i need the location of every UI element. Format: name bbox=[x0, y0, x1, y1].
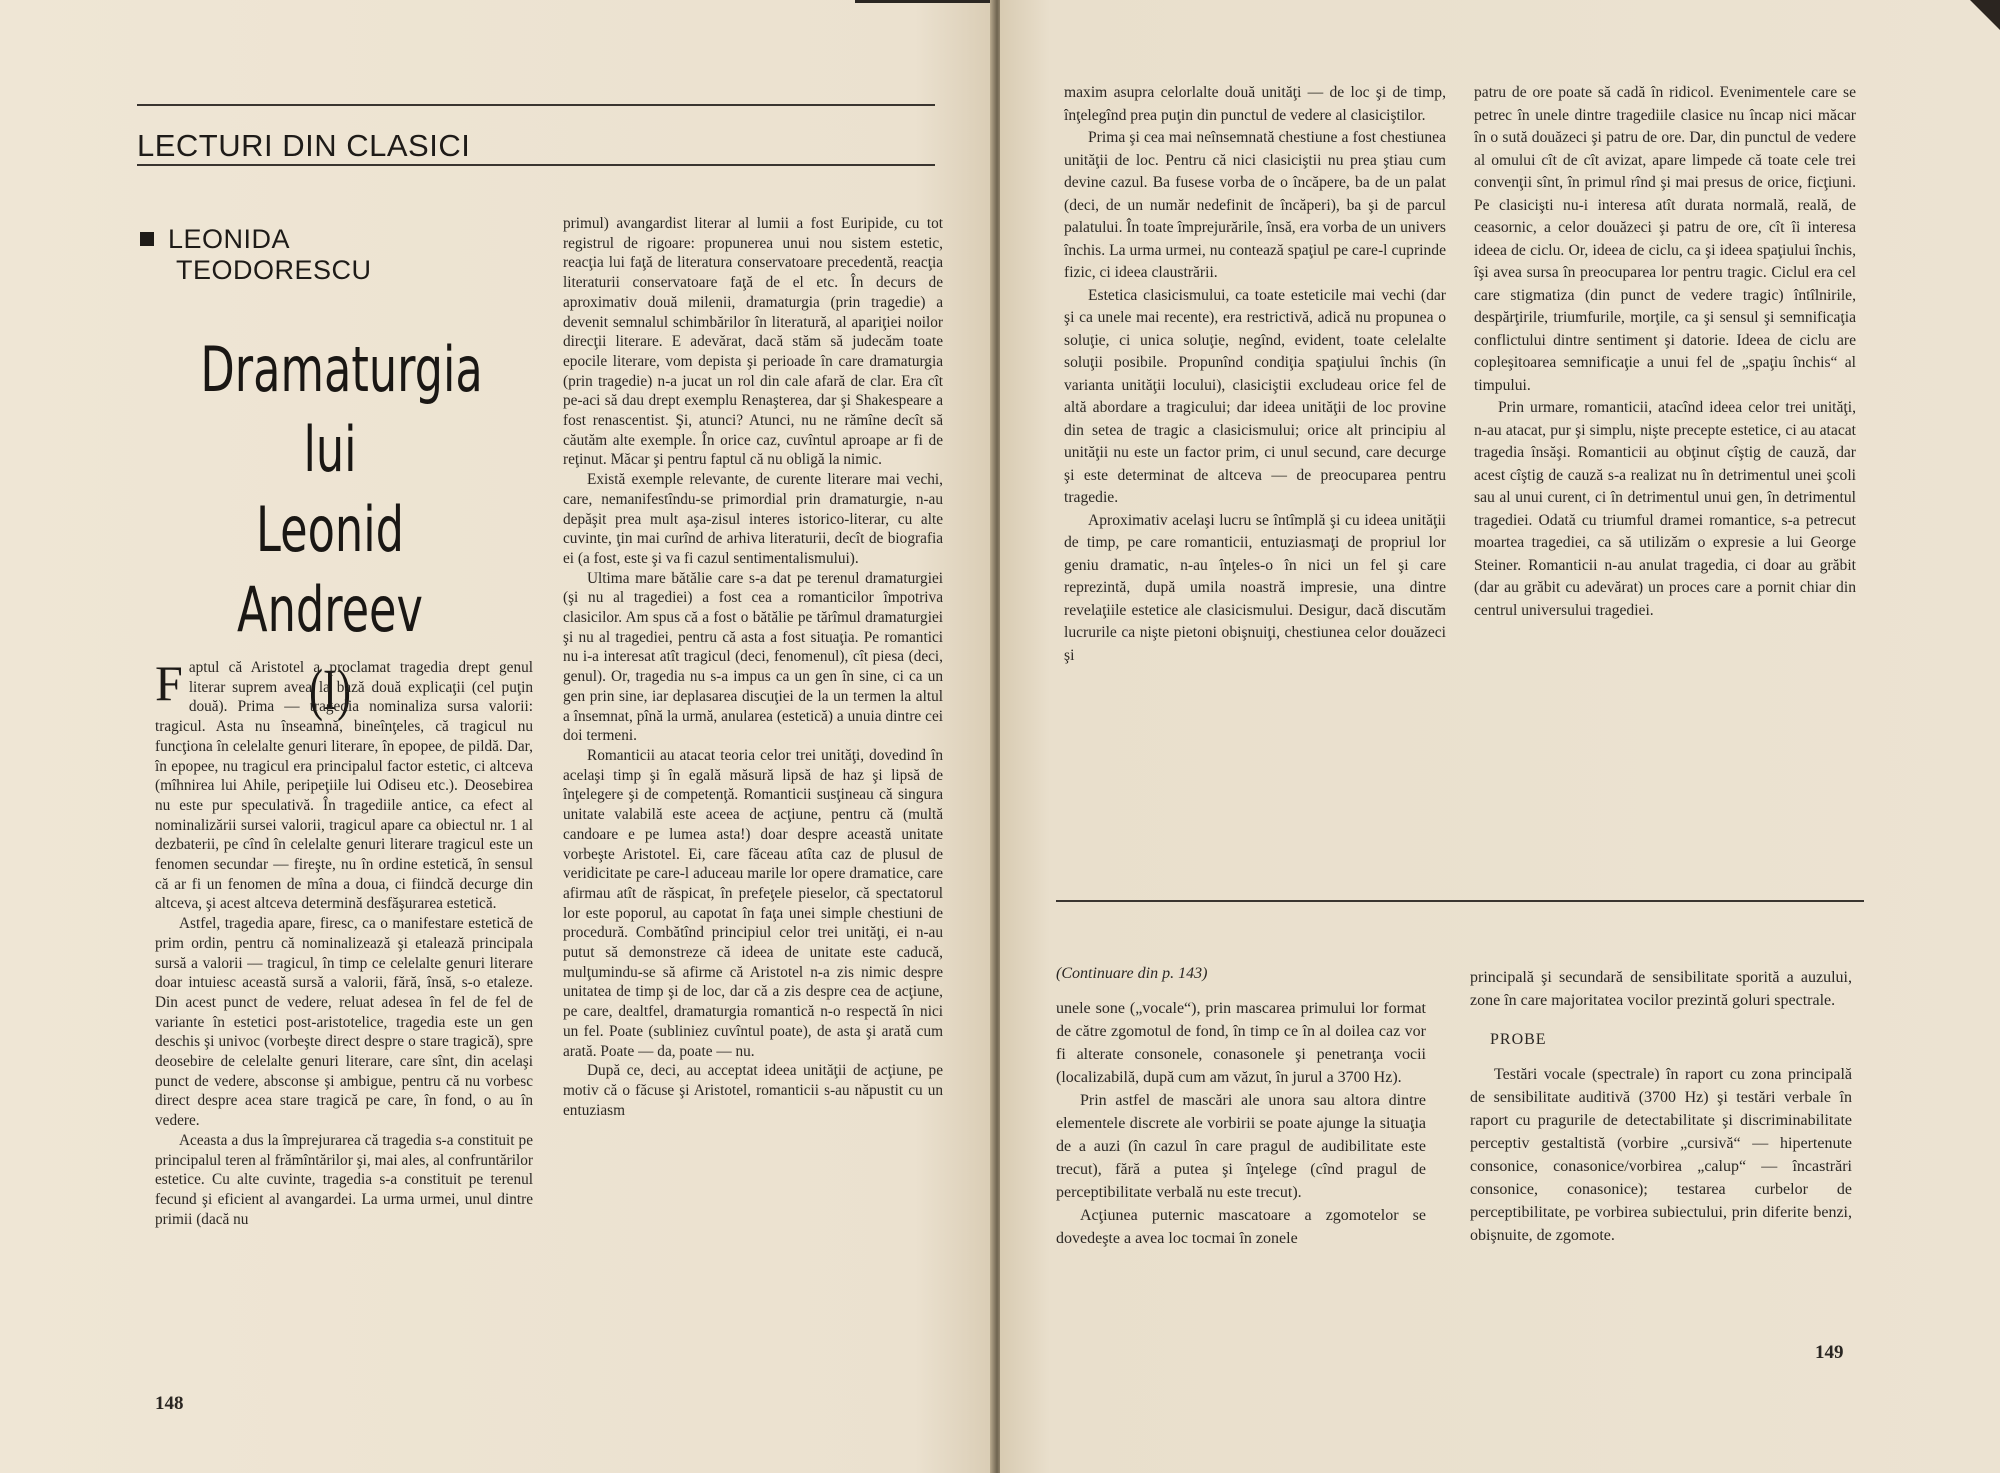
paragraph: După ce, deci, au acceptat ideea unităţii de acţiune, pe motiv că o făcuse şi Aristotel, romanticii s-au năpustit cu un entuziasm bbox=[563, 1062, 943, 1119]
paragraph: Aproximativ acelaşi lucru se întîmplă şi cu ideea unităţii de timp, pe care romanticii, entuziasmaţi de propriul lor geniu dramatic, n-au înţeles-o în nici un fel şi care reprezintă, după umila noastră impresie, una dintre revelaţiile estetice ale clasicismului. Desigur, dacă discutăm lucrurile ca nişte pietoni obişnuiţi, chestiunea celor douăzeci şi bbox=[1064, 511, 1446, 664]
paragraph: Astfel, tragedia apare, firesc, ca o manifestare estetică de prim ordin, pentru că nominalizează şi etalează principala sursă a valorii — tragicul, în timp ce celelalte genuri literare doar intuiesc această sursă a valorii, fără, însă, s-o etaleze. Din acest punct de vedere, reluat adesea în fel de fel de variante în estetici post-aristotelice, tragedia este un gen deschis şi univoc (vorbeşte direct despre o stare tragică), spre deosebire de celelalte genuri literare, care sînt, din acelaşi punct de vedere, absconse şi ambigue, pentru că nu vorbesc direct despre acea stare tragică pe care, în fond, o au în vedere. bbox=[155, 915, 533, 1130]
paragraph: primul) avangardist literar al lumii a fost Euripide, cu tot registrul de rigoare: propunerea unui nou sistem estetic, reacţia lui faţă de literatura conservatoare precedentă, reacţia literaturii conservatoare faţă de el etc. În decurs de aproximativ două milenii, dramaturgia (prin tragedie) a devenit semnalul schimbărilor în literatură, al apariţiei noilor direcţii literare. E adevărat, dacă stăm să judecăm toate epocile literare, vom depista şi perioade în care dramaturgia (prin tragedie) n-a jucat un rol din cale afară de clar. Era cît pe-aci să dau drept exemplu Renaşterea, dar şi Shakespeare a fost renascentist. Şi, atunci? Atunci, nu ne rămîne decît să căutăm alte exemple. În orice caz, cuvîntul aproape ar fi de reţinut. Măcar şi pentru faptul că nu obligă la nimic. bbox=[563, 215, 943, 469]
right-page bbox=[1000, 0, 2000, 1473]
paragraph: Estetica clasicismului, ca toate esteticile mai vechi (dar şi ca unele mai recente), era restrictivă, adică nu propunea o soluţie, ci unica soluţie, negînd, evident, toate celelalte soluţii posibile. Propunînd condiţia spaţiului închis (în varianta unităţii locului), clasiciştii excludeau orice fel de altă abordare a tragicului; dar ideea unităţii de loc provine din setea de tragic a clasicismului; orice alt principiu al unităţii nu este un factor prim, ci unul secund, care decurge şi este determinat de altceva — de preocuparea pentru tragedie. bbox=[1064, 286, 1446, 506]
drop-cap: F bbox=[155, 658, 183, 711]
left-page bbox=[0, 0, 995, 1473]
left-column-2 bbox=[563, 214, 943, 1354]
paragraph: patru de ore poate să cadă în ridicol. Evenimentele care se petrec în unele dintre tragediile clasice nu încap nici măcar în o sută douăzeci şi patru de ore. Dar, din punctul de vedere al omului cît de cît avizat, apare limpede că toate cele trei convenţii sînt, în primul rînd şi mai presus de orice, ficţiuni. Pe clasicişti nu-i interesa atît durata normală, reală, de ceasornic, a celor douăzeci şi patru de ore, cît îi interesa ideea de ciclu. Or, ideea de ciclu, ca şi ideea spaţiului închis, îşi avea sursa în preocuparea lor pentru tragic. Ciclul era cel care stigmatiza (din punct de vedere tragic) întîlnirile, despărţirile, triumfurile, morţile, ca şi sensul şi semnificaţia conflictului dintre sentiment şi datorie. Ideea de ciclu are copleşitoarea semnificaţie a unui fel de „spaţiu închis“ al timpului. bbox=[1474, 84, 1856, 394]
paragraph: Faptul că Aristotel a proclamat tragedia drept genul literar suprem avea la bază două explicaţii (cel puţin două). Prima — tragedia nominaliza sursa valorii: tragicul. Asta nu înseamnă, bineînţeles, că tragicul nu funcţiona în celelalte genuri literare, în epopee, de pildă. Dar, în epopee, nu tragicul era principalul factor estetic, ci altceva (mîhnirea lui Ahile, peripeţiile lui Odiseu etc.). Deosebirea nu este pur speculativă. În tragediile antice, ca efect al nominalizării sursei valorii, tragicul apare ca obiectul nr. 1 al dezbaterii, pe cînd în celelalte genuri literare tragicul este un fenomen secundar — fireşte, nu în ordine estetică, în sensul că ar fi un fenomen de mîna a doua, ci fiindcă decurge din altceva, şi acest altceva determină desfăşurarea estetică. bbox=[155, 658, 533, 913]
header-rule-bottom bbox=[137, 164, 935, 166]
page-number: 148 bbox=[155, 1393, 184, 1414]
paragraph: principală şi secundară de sensibilitate sporită a auzului, zone în care majoritatea vocilor prezintă goluri spectrale. bbox=[1470, 969, 1852, 1009]
paragraph: Testări vocale (spectrale) în raport cu zona principală de sensibilitate auditivă (3700 Hz) şi testări verbale în raport cu pragurile de detectabilitate şi discriminabilitate perceptiv gestaltistă (vorbire „cursivă“ — hipertenute consonice, conasonice/vorbirea „calup“ — încastrări consonice, conasonice); testarea curbelor de perceptibilitate, pe vorbirea subiectului, prin diferite benzi, obişnuite, de zgomote. bbox=[1470, 1066, 1852, 1244]
author-name: LEONIDA TEODORESCU bbox=[140, 224, 372, 286]
header-rule-top bbox=[137, 104, 935, 106]
right-column-1 bbox=[1064, 82, 1446, 820]
paragraph: Prin urmare, romanticii, atacînd ideea celor trei unităţi, n-au atacat, pur şi simplu, nişte precepte estetice, ci au atacat tragedia însăşi. Romanticii au obţinut cîştig de cauză, dar acest cîştig de cauză s-a realizat nu în detrimentul unei şcoli sau al unui curent, ci în detrimentul unui gen, în detrimentul tragediei. Odată cu triumful dramei romantice, s-a petrecut moartea tragediei, ca să utilizăm o expresie a lui George Steiner. Romanticii n-au anulat tragedia, ci doar au grăbit (dar au grăbit cu adevărat) un proces care a pornit chiar din centrul universului tragediei. bbox=[1474, 399, 1856, 619]
page-corner bbox=[1970, 0, 2000, 30]
square-bullet-icon bbox=[140, 232, 154, 246]
paragraph: Ultima mare bătălie care s-a dat pe terenul dramaturgiei (şi nu al tragediei) a fost cea a romanticilor împotriva clasicilor. Am spus că a fost o bătălie pe tărîmul dramaturgiei şi nu al tragediei, pentru că asta a fost situaţia. Pe romantici nu i-a interesat atît tragicul (deci, fenomenul), cît piesa (deci, genul). Or, tragedia nu s-a impus ca un gen în sine, ci ca un gen prin sine, iar deplasarea discuţiei de la un termen la altul a însemnat, pînă la urmă, anularea (estetică) a unuia dintre cei doi termeni. bbox=[563, 569, 943, 745]
continuation-note: (Continuare din p. 143) bbox=[1056, 965, 1208, 982]
continuation-column-2 bbox=[1470, 966, 1852, 1332]
paragraph: Prin astfel de mascări ale unora sau altora dintre elementele discrete ale vorbirii se poate ajunge la situaţia de a auzi (în cazul în care pragul de audibilitate este trecut), fără a putea şi înţelege (cînd pragul de perceptibilitate verbală nu este trecut). bbox=[1056, 1092, 1426, 1201]
continuation-column-1 bbox=[1056, 962, 1426, 1332]
article-title: Dramaturgia lui Leonid Andreev (I) bbox=[200, 333, 483, 722]
page-edge bbox=[855, 0, 995, 3]
subheading: PROBE bbox=[1490, 1031, 1547, 1048]
section-title: LECTURI DIN CLASICI bbox=[137, 128, 471, 163]
paragraph: Romanticii au atacat teoria celor trei unităţi, dovedind în acelaşi timp şi în egală măsură lipsă de haz şi lipsă de înţelegere şi de competenţă. Romanticii susţineau că singura unitate valabilă este aceea de acţiune, pentru că (multă candoare e pe lumea asta!) doar despre această unitate vorbeşte Aristotel. Ei, care făceau atîta caz de plusul de veridicitate pe care-l aduceau marile lor opere dramatice, care afirmau atît de răspicat, în prefeţele pieselor, că spectatorul lor este poporul, au capotat în faţa unei simple chestiuni de procedură. Combătînd principiul celor trei unităţi, ei n-au putut să demonstreze că ideea de unitate este caducă, mulţumindu-se să afirme că Aristotel n-a zis nimic despre unitatea de timp şi de loc, dar că a zis despre cea de acţiune, pe care, dealtfel, dramaturgia romantică n-o respectă în nici un fel. Poate (subliniez cuvîntul poate), de asta şi arată cum arată. Poate — da, poate — nu. bbox=[563, 746, 943, 1060]
section-divider bbox=[1056, 900, 1864, 902]
paragraph: Există exemple relevante, de curente literare mai vechi, care, nemanifestîndu-se primordial prin dramaturgie, n-au depăşit prea mult aşa-zisul interes istorico-literar, cu alte cuvinte, ţin mai curînd de arhiva literaturii, decît de biografia ei (a fost, este şi va fi cazul sentimentalismului). bbox=[563, 471, 943, 567]
paragraph: Prima şi cea mai neînsemnată chestiune a fost chestiunea unităţii de loc. Pentru că nici clasiciştii nu prea ştiau cum devine cazul. Ba fusese vorba de o încăpere, ba de un palat (deci, de un număr nedefinit de încăperi), ba şi de parcul palatului. În toate împrejurările, însă, era vorba de un univers închis. La urma urmei, nu contează spaţiul pe care-l cuprinde fizic, ci ideea claustrării. bbox=[1064, 129, 1446, 281]
paragraph: unele sone („vocale“), prin mascarea primului lor format de către zgomotul de fond, în timp ce în al doilea caz vor fi alterate consonele, conasonele şi penetranţa vocii (localizabilă, după cum am văzut, în jurul a 3700 Hz). bbox=[1056, 1000, 1426, 1086]
paragraph: Aceasta a dus la împrejurarea că tragedia s-a constituit pe principalul teren al frămîntărilor şi, mai ales, al confruntărilor estetice. Cu alte cuvinte, tragedia s-a constituit pe terenul fecund şi eficient al avangardei. La urma urmei, unul dintre primii (dacă nu bbox=[155, 1131, 533, 1228]
page-number: 149 bbox=[1815, 1342, 1844, 1363]
paragraph: maxim asupra celorlalte două unităţi — de loc şi de timp, înţelegînd prea puţin din punctul de vedere al clasiciştilor. bbox=[1064, 84, 1446, 124]
paragraph: Acţiunea puternic mascatoare a zgomotelor se dovedeşte a avea loc tocmai în zonele bbox=[1056, 1207, 1426, 1247]
right-column-2 bbox=[1474, 82, 1856, 820]
left-column-1 bbox=[155, 658, 533, 1388]
